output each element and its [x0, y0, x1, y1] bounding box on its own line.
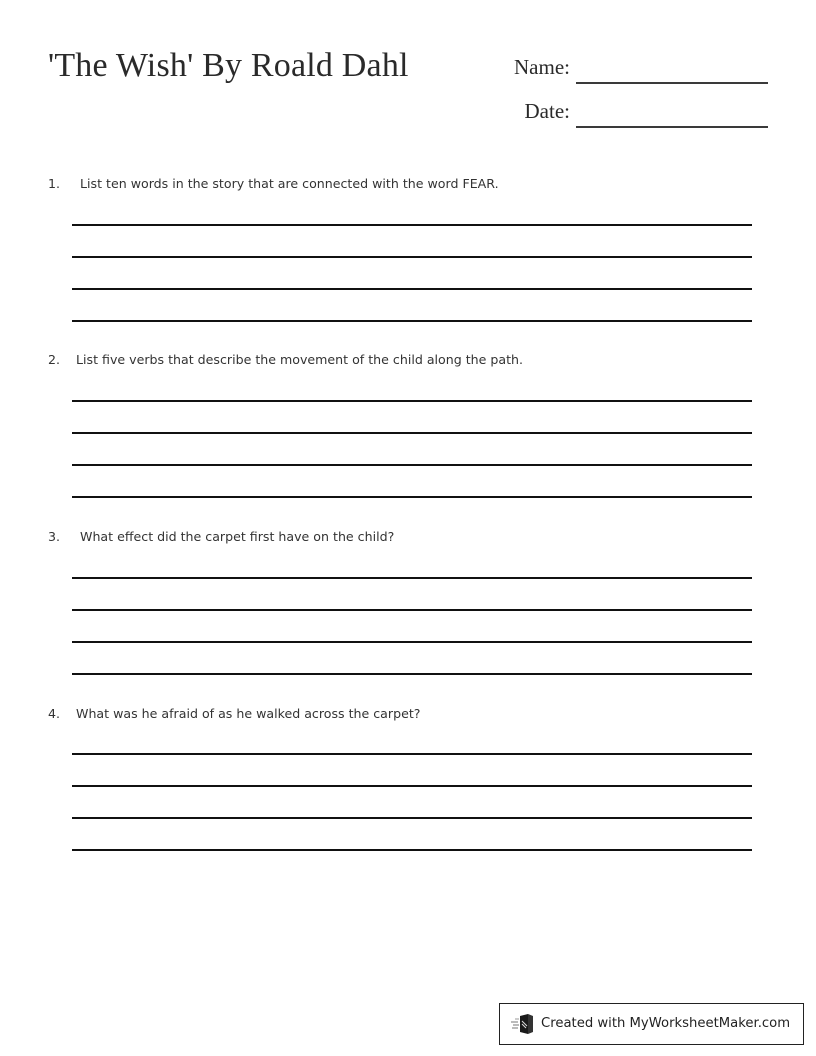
answer-line[interactable]: [72, 785, 752, 787]
answer-line[interactable]: [72, 400, 752, 402]
date-label: Date:: [524, 99, 570, 123]
date-field-line[interactable]: [576, 126, 768, 128]
answer-line[interactable]: [72, 496, 752, 498]
answer-line[interactable]: [72, 817, 752, 819]
question-number: 4.: [48, 706, 61, 721]
answer-line[interactable]: [72, 641, 752, 643]
answer-line[interactable]: [72, 432, 752, 434]
name-field-line[interactable]: [576, 82, 768, 84]
answer-line[interactable]: [72, 256, 752, 258]
answer-line[interactable]: [72, 320, 752, 322]
question-text: List five verbs that describe the movement of the child along the path.: [76, 352, 524, 367]
question-text: What effect did the carpet first have on the child?: [80, 529, 395, 544]
question-text: What was he afraid of as he walked across the carpet?: [76, 706, 421, 721]
answer-line[interactable]: [72, 224, 752, 226]
created-with-text[interactable]: Created with MyWorksheetMaker.com: [541, 1016, 791, 1031]
worksheet-title: 'The Wish' By Roald Dahl: [48, 47, 409, 84]
answer-line[interactable]: [72, 288, 752, 290]
worksheet-maker-logo-icon: [511, 1013, 535, 1035]
answer-line[interactable]: [72, 673, 752, 675]
answer-line[interactable]: [72, 849, 752, 851]
answer-line[interactable]: [72, 753, 752, 755]
answer-line[interactable]: [72, 609, 752, 611]
question-number: 3.: [48, 529, 61, 544]
answer-line[interactable]: [72, 577, 752, 579]
created-with-badge[interactable]: [499, 1003, 804, 1045]
question-number: 1.: [48, 176, 61, 191]
name-label: Name:: [514, 55, 570, 79]
question-number: 2.: [48, 352, 61, 367]
question-text: List ten words in the story that are connected with the word FEAR.: [80, 176, 499, 191]
answer-line[interactable]: [72, 464, 752, 466]
